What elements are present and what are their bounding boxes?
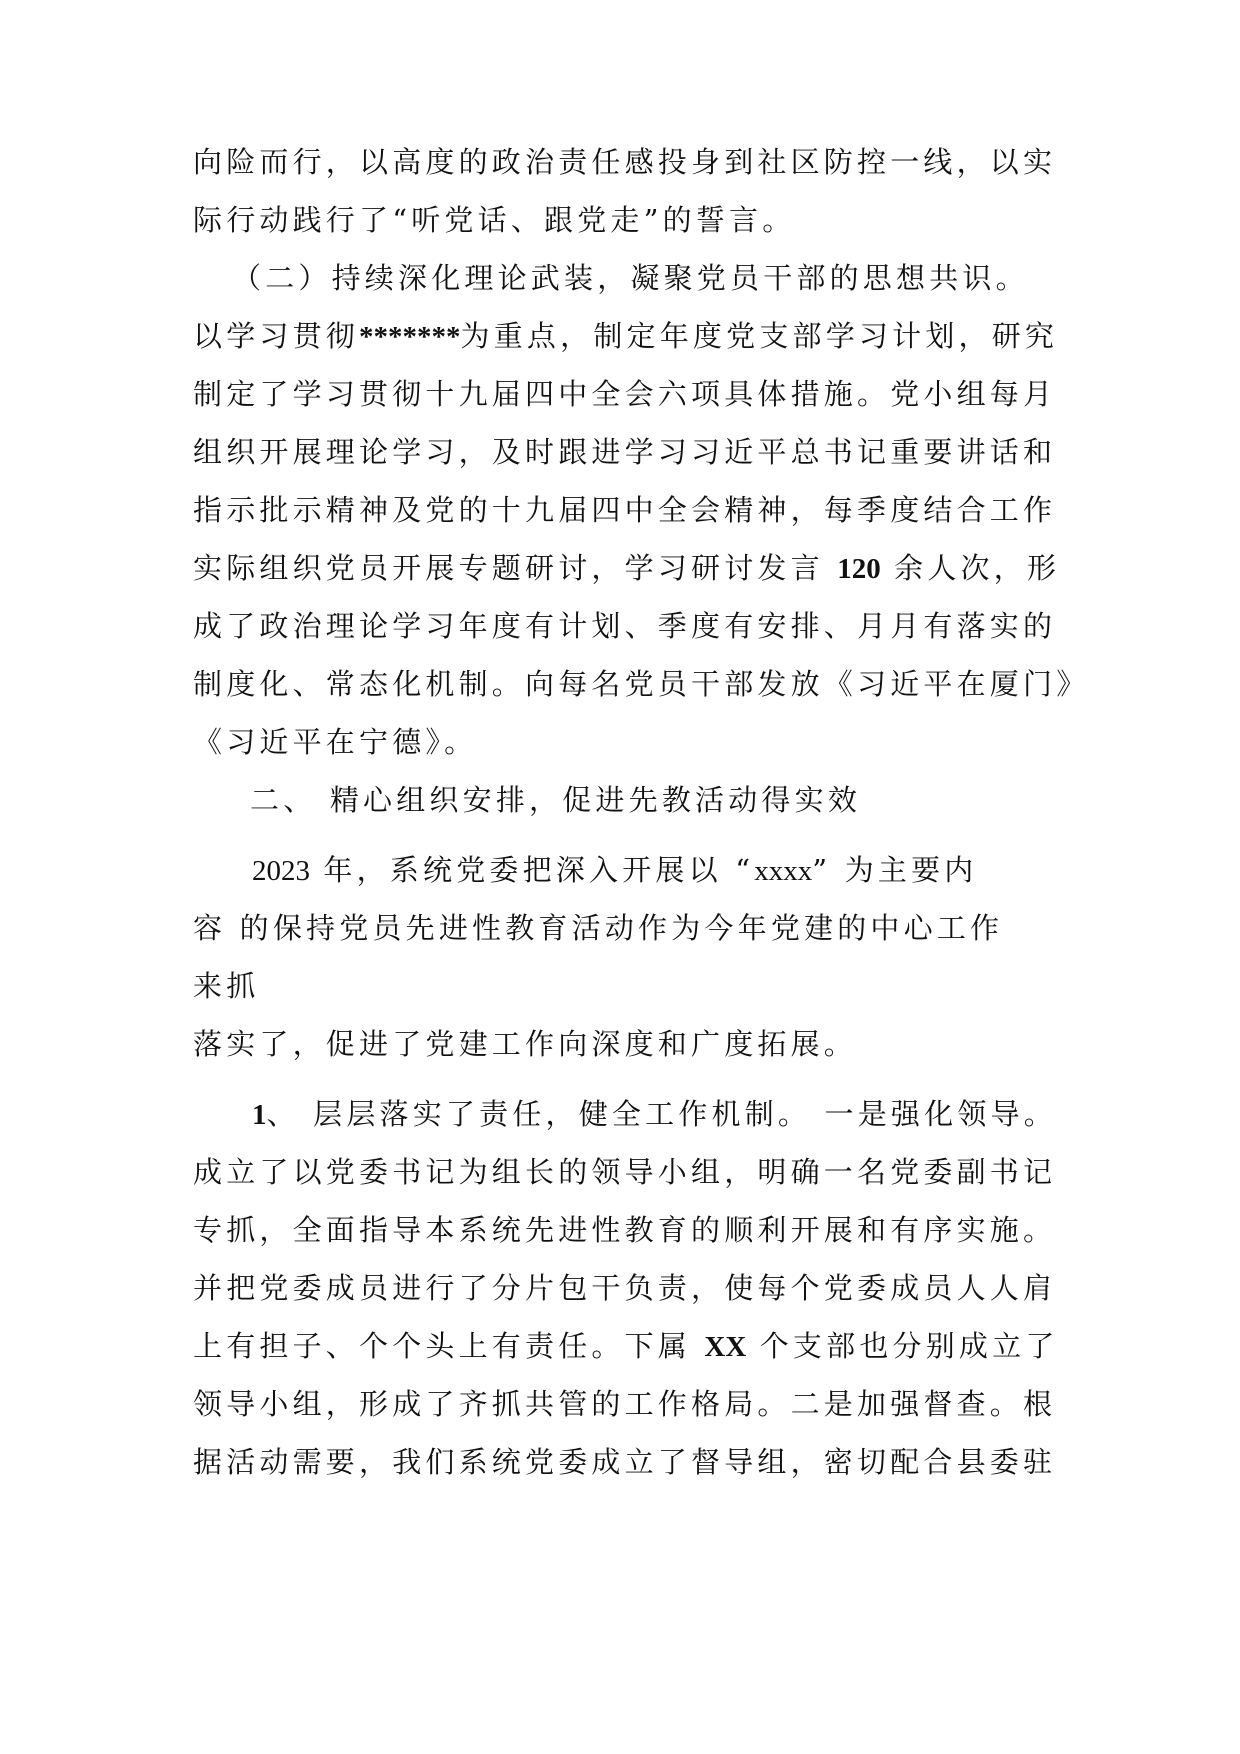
- paragraph-line: [193, 432, 1057, 472]
- paragraph-line: [193, 316, 1059, 357]
- paragraph-line: [193, 1384, 1057, 1424]
- paragraph-line: [193, 664, 1090, 704]
- paragraph-line: [193, 606, 1057, 646]
- paragraph-line: [193, 1210, 1057, 1250]
- text: 落实了，促进了党建工作向深度和广度拓展。: [193, 1027, 858, 1061]
- text: 、 层层落实了责任，健全工作机制。 一是强化领导。: [266, 1097, 1057, 1131]
- paragraph-line: [193, 1442, 1057, 1482]
- text: 余人次，形: [880, 551, 1061, 585]
- text: 领导小组，形成了齐抓共管的工作格局。二是加强督查。根: [193, 1387, 1057, 1421]
- text: 来抓: [193, 969, 260, 1003]
- placeholder-text: xxxx: [754, 855, 813, 887]
- text: 制度化、常态化机制。向每名党员干部发放《习近平在厦门》: [193, 667, 1090, 701]
- text: 上有担子、个个头上有责任。下属: [193, 1329, 705, 1363]
- text: 个支部也分别成立了: [746, 1329, 1059, 1363]
- text: 《习近平在宁德》。: [193, 725, 478, 759]
- number: 120: [837, 553, 881, 585]
- paragraph-line: [193, 908, 1053, 948]
- paragraph-line: [193, 200, 1053, 240]
- text: 实际组织党员开展专题研讨，学习研讨发言: [193, 551, 838, 585]
- placeholder-text: XX: [704, 1331, 747, 1363]
- paragraph-line: [193, 966, 1053, 1006]
- text: ” 为主要内: [812, 853, 978, 887]
- paragraph-line: [193, 1152, 1057, 1192]
- text: 容 的保持党员先进性教育活动作为今年党建的中心工作: [193, 911, 1004, 945]
- section-heading: [232, 258, 1053, 298]
- paragraph-line: [193, 1024, 1053, 1064]
- paragraph-line: [193, 374, 1057, 414]
- text: 成了政治理论学习年度有计划、季度有安排、月月有落实的: [193, 609, 1057, 643]
- paragraph-line: [193, 142, 1057, 182]
- text: 组织开展理论学习，及时跟进学习习近平总书记重要讲话和: [193, 435, 1057, 469]
- text: 专抓，全面指导本系统先进性教育的顺利开展和有序实施。: [193, 1213, 1057, 1247]
- text: 成立了以党委书记为组长的领导小组，明确一名党委副书记: [193, 1155, 1057, 1189]
- text: 制定了学习贯彻十九届四中全会六项具体措施。党小组每月: [193, 377, 1057, 411]
- text: 并把党委成员进行了分片包干负责，使每个党委成员人人肩: [193, 1271, 1057, 1305]
- text: 以学习贯彻: [193, 319, 360, 353]
- paragraph-line: [193, 1326, 1059, 1367]
- text: 二、 精心组织安排，促进先教活动得实效: [250, 783, 862, 817]
- text: 向险而行，以高度的政治责任感投身到社区防控一线，以实: [193, 145, 1057, 179]
- masked-text: *******: [359, 321, 461, 353]
- paragraph-line: [193, 722, 1053, 762]
- text: 指示批示精神及党的十九届四中全会精神，每季度结合工作: [193, 493, 1057, 527]
- text: 际行动践行了“听党话、跟党走”的誓言。: [193, 203, 796, 237]
- item-number: 1: [252, 1099, 267, 1131]
- text: 为重点，制定年度党支部学习计划，研究: [460, 319, 1059, 353]
- paragraph-line: [252, 850, 1053, 891]
- paragraph-line: [193, 490, 1057, 530]
- section-heading: [250, 780, 1053, 820]
- paragraph-line: [193, 548, 1061, 589]
- year: 2023: [252, 855, 310, 887]
- paragraph-line: [193, 1268, 1057, 1308]
- text: 据活动需要，我们系统党委成立了督导组，密切配合县委驻: [193, 1445, 1057, 1479]
- text: （二）持续深化理论武装，凝聚党员干部的思想共识。: [232, 261, 1029, 295]
- text: 年，系统党委把深入开展以 “: [310, 853, 755, 887]
- paragraph-line: [252, 1094, 1057, 1135]
